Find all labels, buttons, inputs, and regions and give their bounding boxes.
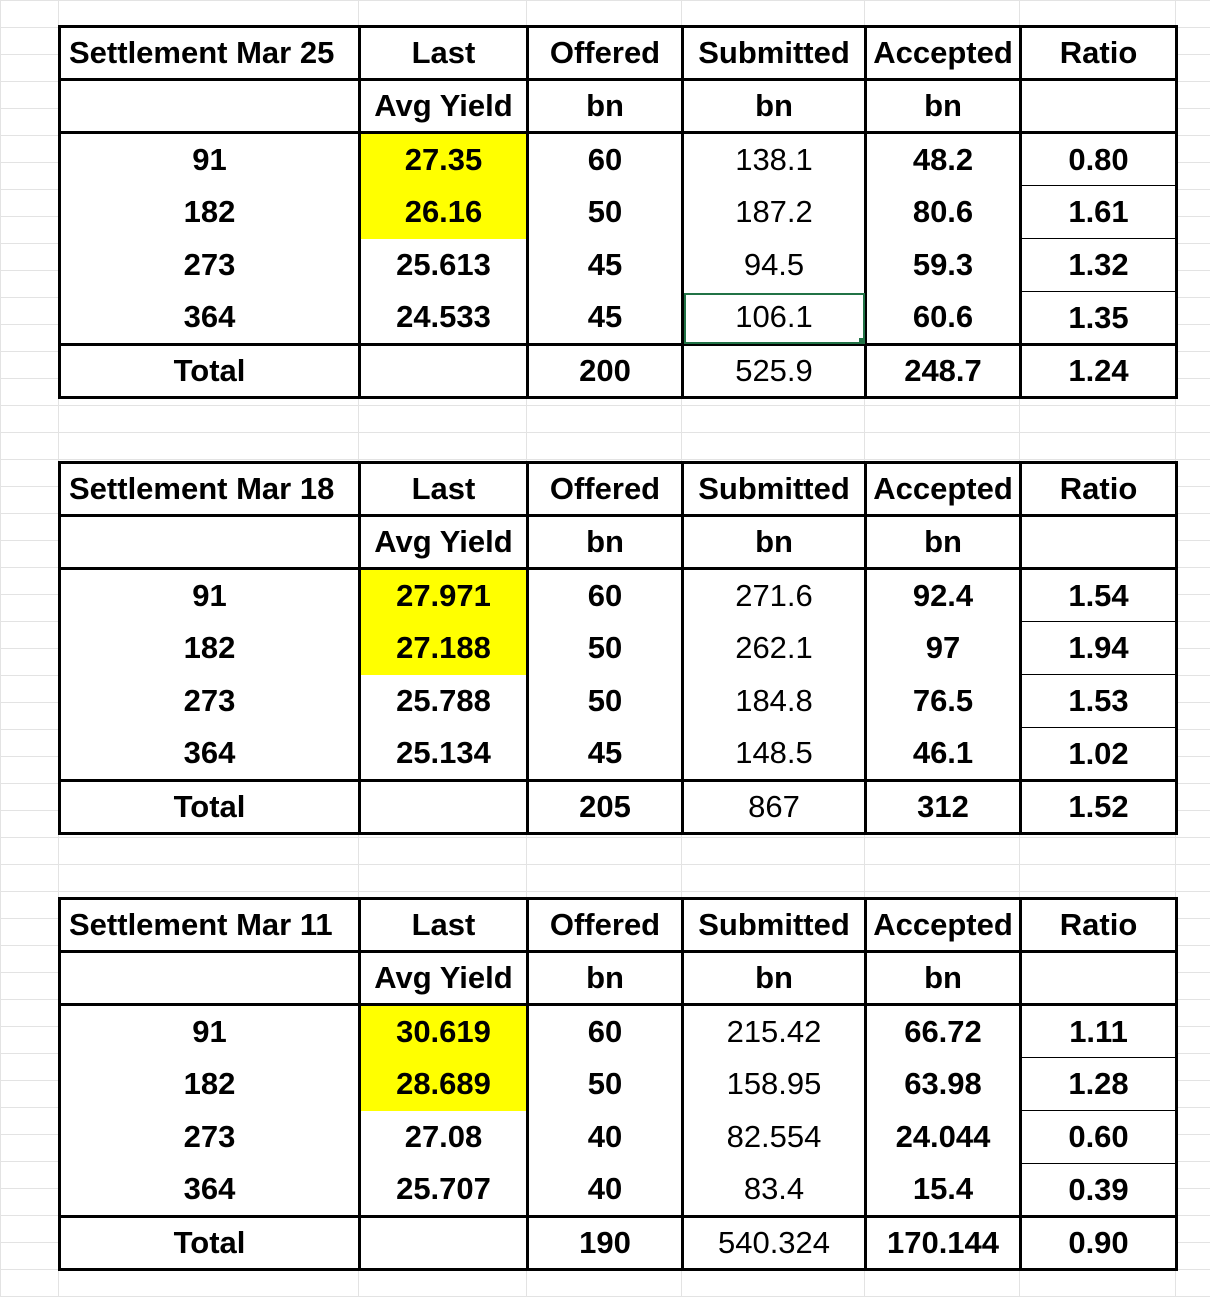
term-cell[interactable]: 91 (60, 569, 360, 622)
yield-cell[interactable]: 27.188 (360, 622, 528, 675)
total-ratio[interactable]: 1.52 (1021, 781, 1177, 834)
accepted-cell[interactable]: 59.3 (866, 239, 1021, 292)
col-submitted-header[interactable]: Submitted (683, 899, 866, 952)
col-offered-header[interactable]: Offered (528, 899, 683, 952)
empty-cell[interactable] (1021, 516, 1177, 569)
yield-cell[interactable]: 27.971 (360, 569, 528, 622)
submitted-cell[interactable]: 94.5 (683, 239, 866, 292)
total-label[interactable]: Total (60, 345, 360, 398)
col-unit-header[interactable]: bn (866, 516, 1021, 569)
term-cell[interactable]: 91 (60, 1005, 360, 1058)
term-cell[interactable]: 364 (60, 1164, 360, 1217)
table-row (60, 239, 1177, 292)
submitted-cell[interactable]: 215.42 (683, 1005, 866, 1058)
offered-cell[interactable]: 45 (528, 728, 683, 781)
term-cell[interactable]: 364 (60, 292, 360, 345)
subheader-row (60, 952, 1177, 1005)
term-cell[interactable]: 273 (60, 675, 360, 728)
table-row (60, 1058, 1177, 1111)
yield-cell[interactable]: 27.08 (360, 1111, 528, 1164)
auction-table-mar-25 (58, 25, 1178, 399)
accepted-cell[interactable]: 15.4 (866, 1164, 1021, 1217)
offered-cell[interactable]: 40 (528, 1111, 683, 1164)
table-row (60, 675, 1177, 728)
offered-cell[interactable]: 45 (528, 292, 683, 345)
ratio-cell[interactable]: 0.80 (1021, 133, 1177, 186)
table-row (60, 186, 1177, 239)
yield-cell[interactable]: 27.35 (360, 133, 528, 186)
col-offered-header[interactable]: Offered (528, 27, 683, 80)
offered-cell[interactable]: 45 (528, 239, 683, 292)
col-ratio-header[interactable]: Ratio (1021, 463, 1177, 516)
empty-cell[interactable] (360, 1217, 528, 1270)
col-unit-header[interactable]: bn (528, 80, 683, 133)
total-label[interactable]: Total (60, 781, 360, 834)
accepted-cell[interactable]: 80.6 (866, 186, 1021, 239)
accepted-cell[interactable]: 63.98 (866, 1058, 1021, 1111)
term-cell[interactable]: 273 (60, 1111, 360, 1164)
table-title[interactable]: Settlement Mar 25 (60, 27, 360, 80)
col-unit-header[interactable]: bn (866, 80, 1021, 133)
table-title[interactable]: Settlement Mar 11 (60, 899, 360, 952)
offered-cell[interactable]: 50 (528, 675, 683, 728)
total-offered[interactable]: 190 (528, 1217, 683, 1270)
accepted-cell[interactable]: 97 (866, 622, 1021, 675)
total-ratio[interactable]: 0.90 (1021, 1217, 1177, 1270)
offered-cell[interactable]: 40 (528, 1164, 683, 1217)
ratio-cell[interactable]: 1.94 (1021, 622, 1177, 675)
ratio-cell[interactable]: 1.35 (1021, 292, 1177, 345)
total-ratio[interactable]: 1.24 (1021, 345, 1177, 398)
table-title[interactable]: Settlement Mar 18 (60, 463, 360, 516)
submitted-cell[interactable]: 83.4 (683, 1164, 866, 1217)
yield-cell[interactable]: 30.619 (360, 1005, 528, 1058)
subheader-row (60, 516, 1177, 569)
ratio-cell[interactable]: 1.02 (1021, 728, 1177, 781)
total-row (60, 781, 1177, 834)
submitted-cell[interactable]: 82.554 (683, 1111, 866, 1164)
ratio-cell[interactable]: 1.53 (1021, 675, 1177, 728)
col-submitted-header[interactable]: Submitted (683, 27, 866, 80)
ratio-cell[interactable]: 0.60 (1021, 1111, 1177, 1164)
empty-cell[interactable] (1021, 952, 1177, 1005)
col-unit-header[interactable]: bn (683, 80, 866, 133)
empty-cell[interactable] (360, 345, 528, 398)
col-avg-yield-header[interactable]: Avg Yield (360, 952, 528, 1005)
ratio-cell[interactable]: 1.32 (1021, 239, 1177, 292)
ratio-cell[interactable]: 0.39 (1021, 1164, 1177, 1217)
col-unit-header[interactable]: bn (683, 952, 866, 1005)
table-row (60, 1164, 1177, 1217)
selected-submitted-cell[interactable]: 106.1 (683, 292, 866, 345)
accepted-cell[interactable]: 48.2 (866, 133, 1021, 186)
term-cell[interactable]: 273 (60, 239, 360, 292)
accepted-cell[interactable]: 46.1 (866, 728, 1021, 781)
submitted-cell[interactable]: 262.1 (683, 622, 866, 675)
yield-cell[interactable]: 25.788 (360, 675, 528, 728)
total-row (60, 345, 1177, 398)
col-unit-header[interactable]: bn (528, 516, 683, 569)
empty-cell[interactable] (1021, 80, 1177, 133)
yield-cell[interactable]: 28.689 (360, 1058, 528, 1111)
total-offered[interactable]: 205 (528, 781, 683, 834)
term-cell[interactable]: 182 (60, 622, 360, 675)
submitted-cell[interactable]: 187.2 (683, 186, 866, 239)
term-cell[interactable]: 182 (60, 186, 360, 239)
total-submitted[interactable]: 525.9 (683, 345, 866, 398)
table-row (60, 1111, 1177, 1164)
col-unit-header[interactable]: bn (683, 516, 866, 569)
subheader-row (60, 80, 1177, 133)
ratio-cell[interactable]: 1.61 (1021, 186, 1177, 239)
empty-cell[interactable] (360, 781, 528, 834)
col-accepted-header[interactable]: Accepted (866, 899, 1021, 952)
yield-cell[interactable]: 26.16 (360, 186, 528, 239)
offered-cell[interactable]: 60 (528, 133, 683, 186)
submitted-cell[interactable]: 184.8 (683, 675, 866, 728)
col-accepted-header[interactable]: Accepted (866, 463, 1021, 516)
ratio-cell[interactable]: 1.54 (1021, 569, 1177, 622)
total-accepted[interactable]: 248.7 (866, 345, 1021, 398)
col-last-header[interactable]: Last (360, 463, 528, 516)
table-row (60, 728, 1177, 781)
table-row (60, 569, 1177, 622)
auction-table-mar-11 (58, 897, 1178, 1271)
yield-cell[interactable]: 25.134 (360, 728, 528, 781)
accepted-cell[interactable]: 92.4 (866, 569, 1021, 622)
table-row (60, 622, 1177, 675)
submitted-cell[interactable]: 148.5 (683, 728, 866, 781)
term-cell[interactable]: 182 (60, 1058, 360, 1111)
col-accepted-header[interactable]: Accepted (866, 27, 1021, 80)
col-last-header[interactable]: Last (360, 27, 528, 80)
table-row (60, 133, 1177, 186)
col-offered-header[interactable]: Offered (528, 463, 683, 516)
accepted-cell[interactable]: 66.72 (866, 1005, 1021, 1058)
accepted-cell[interactable]: 24.044 (866, 1111, 1021, 1164)
total-row (60, 1217, 1177, 1270)
ratio-cell[interactable]: 1.11 (1021, 1005, 1177, 1058)
offered-cell[interactable]: 60 (528, 1005, 683, 1058)
col-avg-yield-header[interactable]: Avg Yield (360, 80, 528, 133)
col-ratio-header[interactable]: Ratio (1021, 27, 1177, 80)
empty-cell[interactable] (60, 80, 360, 133)
auction-table-mar-18 (58, 461, 1178, 835)
submitted-cell[interactable]: 138.1 (683, 133, 866, 186)
term-cell[interactable]: 364 (60, 728, 360, 781)
yield-cell[interactable]: 25.613 (360, 239, 528, 292)
offered-cell[interactable]: 60 (528, 569, 683, 622)
ratio-cell[interactable]: 1.28 (1021, 1058, 1177, 1111)
col-submitted-header[interactable]: Submitted (683, 463, 866, 516)
header-row (60, 463, 1177, 516)
total-accepted[interactable]: 170.144 (866, 1217, 1021, 1270)
col-avg-yield-header[interactable]: Avg Yield (360, 516, 528, 569)
offered-cell[interactable]: 50 (528, 1058, 683, 1111)
accepted-cell[interactable]: 76.5 (866, 675, 1021, 728)
submitted-cell[interactable]: 158.95 (683, 1058, 866, 1111)
table-row (60, 1005, 1177, 1058)
col-unit-header[interactable]: bn (528, 952, 683, 1005)
offered-cell[interactable]: 50 (528, 622, 683, 675)
total-label[interactable]: Total (60, 1217, 360, 1270)
col-ratio-header[interactable]: Ratio (1021, 899, 1177, 952)
table-row (60, 292, 1177, 345)
total-submitted[interactable]: 540.324 (683, 1217, 866, 1270)
empty-cell[interactable] (60, 516, 360, 569)
total-accepted[interactable]: 312 (866, 781, 1021, 834)
submitted-cell[interactable]: 271.6 (683, 569, 866, 622)
yield-cell[interactable]: 24.533 (360, 292, 528, 345)
offered-cell[interactable]: 50 (528, 186, 683, 239)
col-unit-header[interactable]: bn (866, 952, 1021, 1005)
header-row (60, 899, 1177, 952)
header-row (60, 27, 1177, 80)
empty-cell[interactable] (60, 952, 360, 1005)
total-offered[interactable]: 200 (528, 345, 683, 398)
yield-cell[interactable]: 25.707 (360, 1164, 528, 1217)
col-last-header[interactable]: Last (360, 899, 528, 952)
total-submitted[interactable]: 867 (683, 781, 866, 834)
accepted-cell[interactable]: 60.6 (866, 292, 1021, 345)
term-cell[interactable]: 91 (60, 133, 360, 186)
